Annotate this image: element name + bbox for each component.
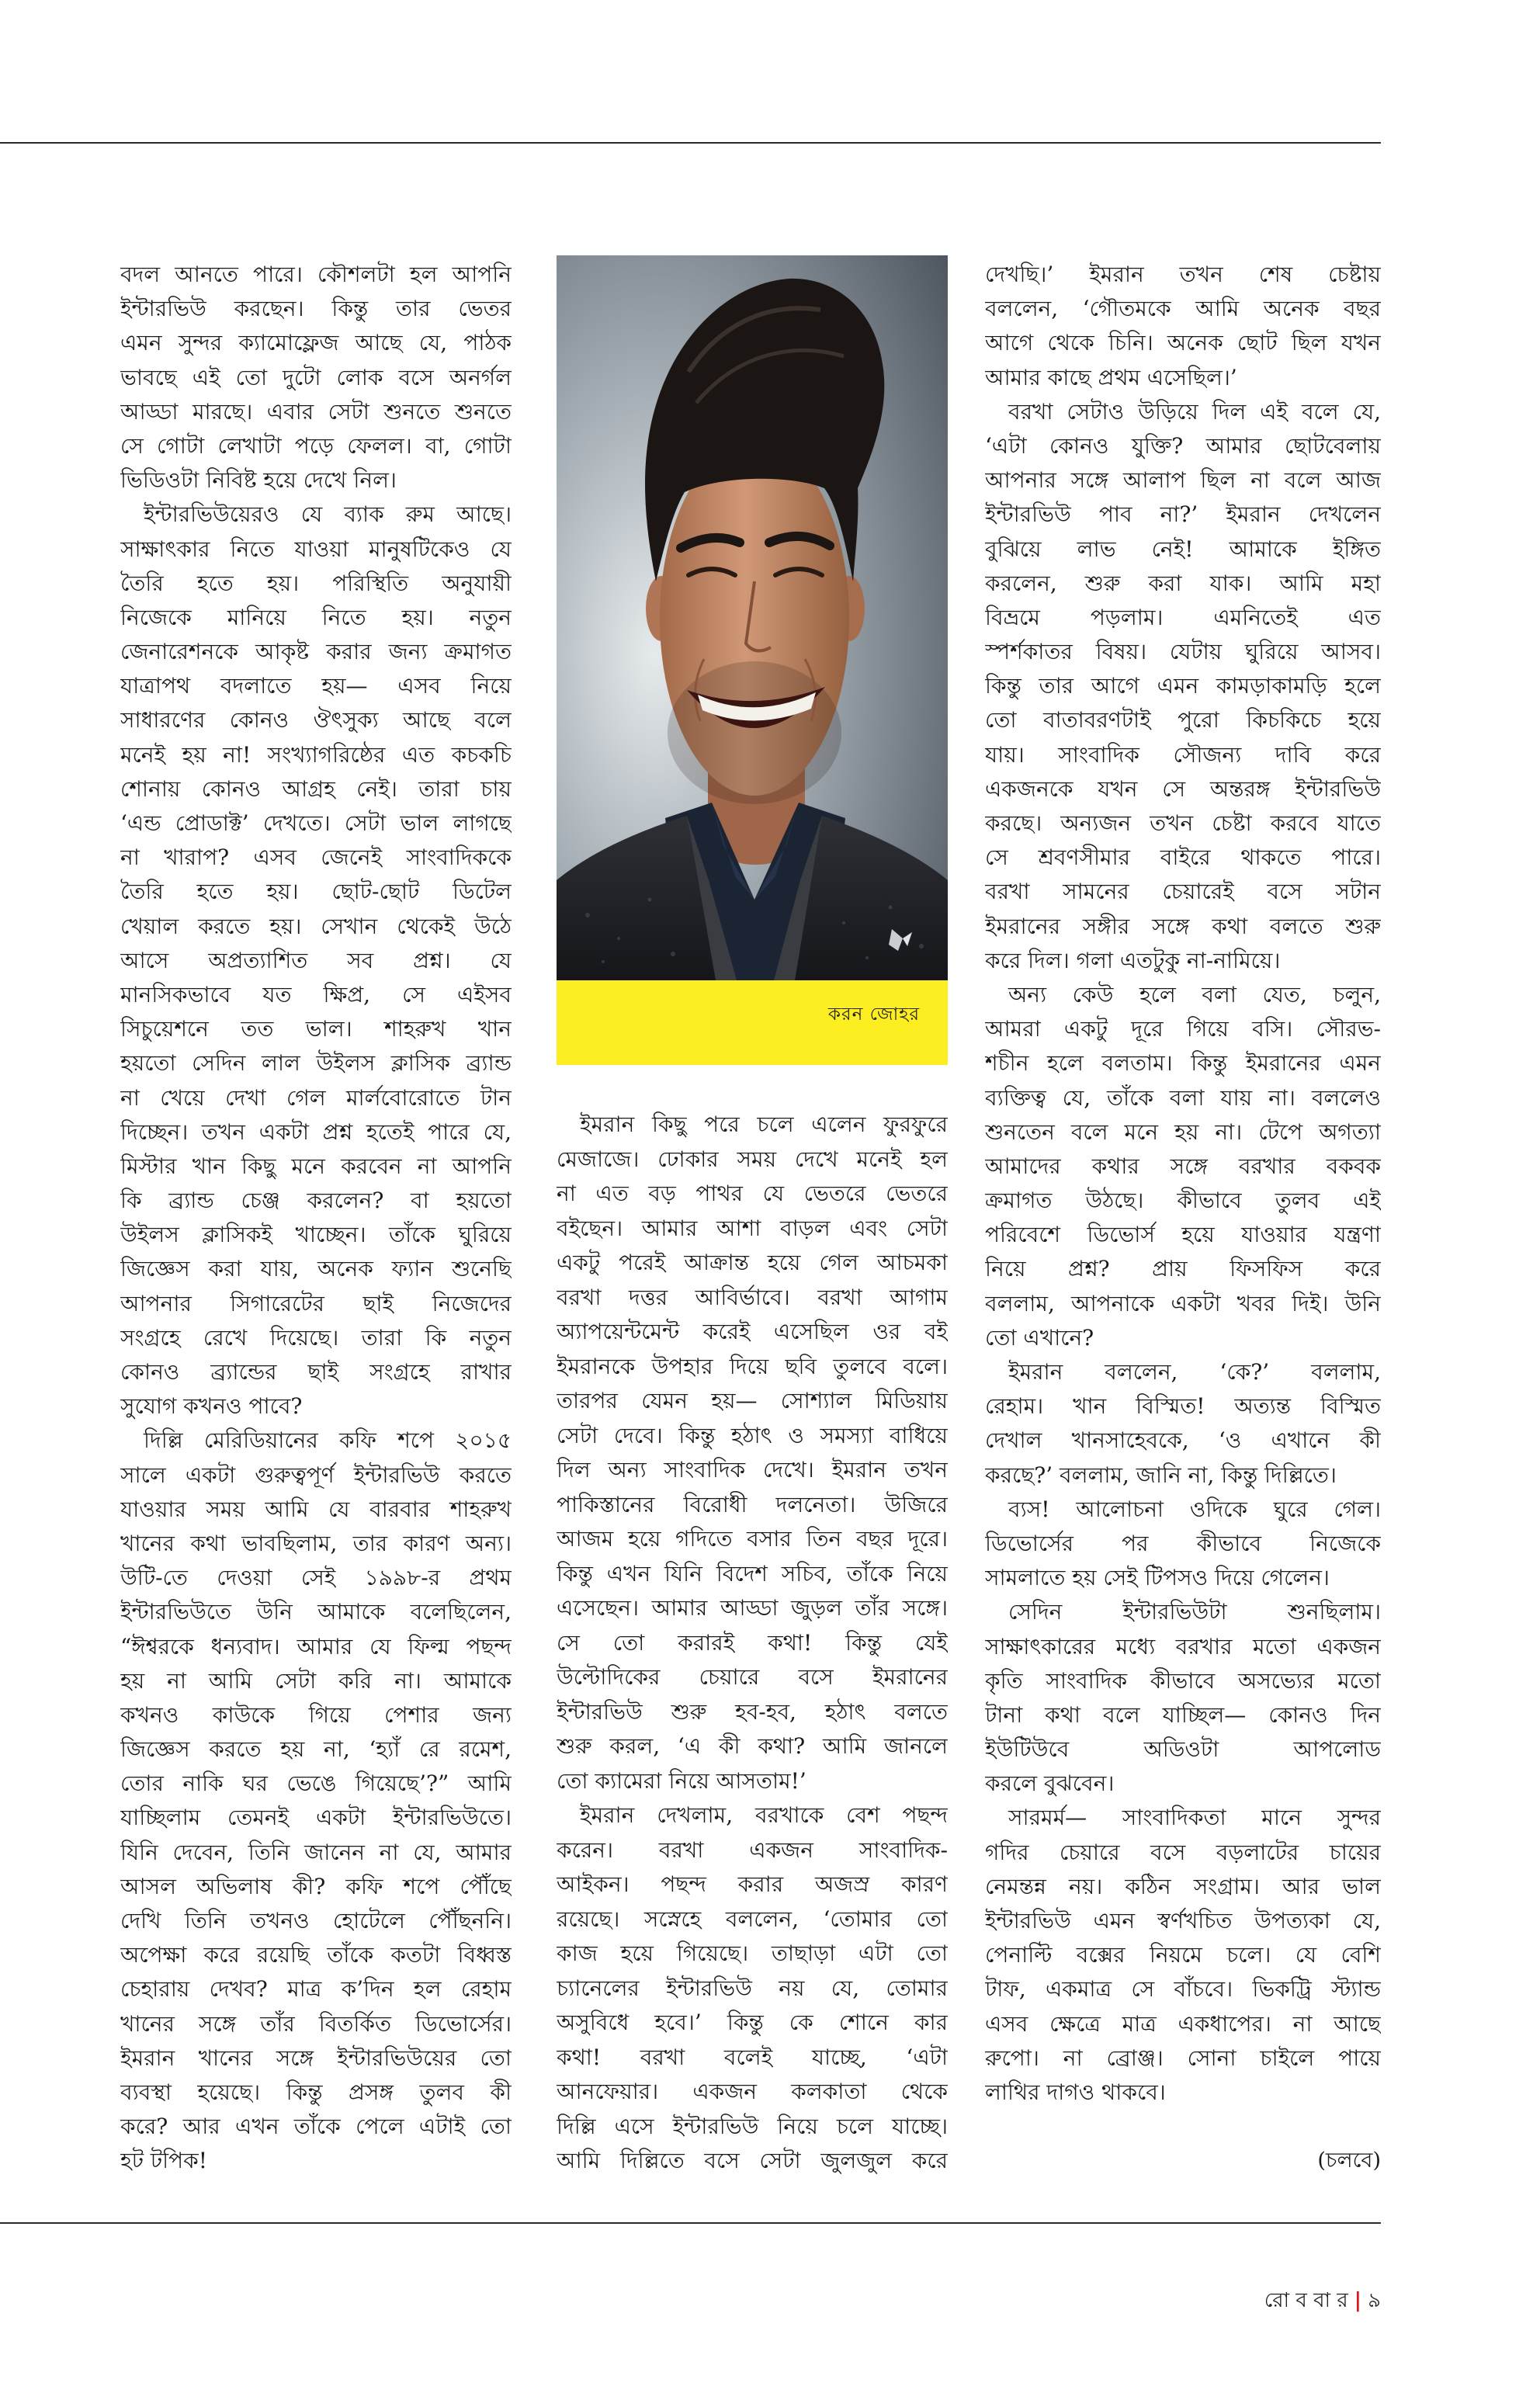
article-line: খানের সঙ্গে তাঁর বিতর্কিত ডিভোর্সের। xyxy=(120,2010,512,2037)
article-line: কিন্তু তার আগে এমন কামড়াকামড়ি হলে xyxy=(985,673,1381,699)
article-line: উইলস ক্লাসিকই খাচ্ছেন। তাঁকে ঘুরিয়ে xyxy=(120,1222,512,1248)
article-line: ‘এন্ড প্রোডাক্ট’ দেখতে। সেটা ভাল লাগছে xyxy=(120,810,512,836)
paragraph xyxy=(985,978,1381,1355)
article-line: করলে বুঝবেন। xyxy=(985,1770,1115,1797)
paragraph xyxy=(985,1493,1381,1596)
article-line: আজম হয়ে গদিতে বসার তিন বছর দূরে। xyxy=(557,1526,948,1552)
article-line: জিজ্ঞেস করতে হয় না, ‘হ্যাঁ রে রমেশ, xyxy=(120,1736,512,1763)
article-line: শচীন হলে বলতাম। কিন্তু ইমরানের এমন xyxy=(985,1050,1381,1077)
article-line: তোর নাকি ঘর ভেঙে গিয়েছে’?” আমি xyxy=(120,1770,512,1797)
paragraph xyxy=(985,258,1381,395)
article-line: যাচ্ছিলাম তেমনই একটা ইন্টারভিউতে। xyxy=(120,1805,512,1831)
article-column-1 xyxy=(120,258,512,2179)
article-line: সে গোটা লেখাটা পড়ে ফেলল। বা, গোটা xyxy=(120,432,512,459)
article-line: নিজেকে মানিয়ে নিতে হয়। নতুন xyxy=(120,604,512,630)
article-line: টাফ, একমাত্র সে বাঁচবে। ভিকট্রি স্ট্যান্ড xyxy=(985,1976,1381,2003)
article-line: মনেই হয় না! সংখ্যাগরিষ্ঠের এত কচকচি xyxy=(120,741,512,768)
article-line: করে? আর এখন তাঁকে পেলে এটাই তো xyxy=(120,2114,512,2140)
article-line: দেখি তিনি তখনও হোটেলে পৌঁছননি। xyxy=(120,1908,512,1933)
article-line: ভাবছে এই তো দুটো লোক বসে অনর্গল xyxy=(120,364,512,390)
article-line: যায়। সাংবাদিক সৌজন্য দাবি করে xyxy=(985,741,1381,768)
article-line: স্পর্শকাতর বিষয়। যেটায় ঘুরিয়ে আসব। xyxy=(985,639,1381,665)
article-line: হয়তো সেদিন লাল উইলস ক্লাসিক ব্র্যান্ড xyxy=(120,1050,512,1077)
article-line: বুঝিয়ে লাভ নেই! আমাকে ইঙ্গিত xyxy=(985,536,1381,562)
article-line: চেহারায় দেখব? মাত্র ক’দিন হল রেহাম xyxy=(120,1976,512,2003)
article-line: রেহাম। খান বিস্মিত! অত্যন্ত বিস্মিত xyxy=(985,1393,1381,1420)
article-line: বললেন, ‘গৌতমকে আমি অনেক বছর xyxy=(985,296,1381,322)
article-line: খানের কথা ভাবছিলাম, তার কারণ অন্য। xyxy=(120,1530,512,1556)
article-line: এসব ক্ষেত্রে মাত্র একধাপের। না আছে xyxy=(985,2010,1381,2037)
article-line: ডিভোর্সের পর কীভাবে নিজেকে xyxy=(985,1530,1381,1556)
article-line: উটি-তে দেওয়া সেই ১৯৯৮-র প্রথম xyxy=(120,1565,512,1591)
photo-caption-band xyxy=(557,980,948,1065)
paragraph xyxy=(985,1595,1381,1801)
article-line: কাজ হয়ে গিয়েছে। তাছাড়া এটা তো xyxy=(557,1940,948,1966)
article-line: সুযোগ কখনও পাবে? xyxy=(120,1393,303,1420)
article-line: করে দিল। গলা এতটুকু না-নামিয়ে। xyxy=(985,947,1281,973)
footer-separator: | xyxy=(1354,2289,1362,2312)
article-line: আড্ডা মারছে। এবার সেটা শুনতে শুনতে xyxy=(120,398,512,425)
article-line: লাথির দাগও থাকবে। xyxy=(985,2079,1166,2105)
article-line: ইমরান দেখলাম, বরখাকে বেশ পছন্দ xyxy=(580,1802,948,1828)
article-line: এমন সুন্দর ক্যামোফ্লেজ আছে যে, পাঠক xyxy=(120,330,512,356)
article-line: কৃতি সাংবাদিক কীভাবে অসভ্যের মতো xyxy=(985,1667,1381,1694)
article-line: ইমরান খানের সঙ্গে ইন্টারভিউয়ের তো xyxy=(120,2044,512,2071)
article-line: আমার কাছে প্রথম এসেছিল।’ xyxy=(985,364,1237,390)
article-line: একজনকে যখন সে অন্তরঙ্গ ইন্টারভিউ xyxy=(985,775,1381,802)
article-line: ইমরান কিছু পরে চলে এলেন ফুরফুরে xyxy=(580,1112,948,1137)
article-line: ইউটিউবে অডিওটা আপলোড xyxy=(985,1736,1381,1763)
article-line: বইছেন। আমার আশা বাড়ল এবং সেটা xyxy=(557,1215,948,1241)
article-line: কি ব্র্যান্ড চেঞ্জ করলেন? বা হয়তো xyxy=(120,1188,512,1214)
article-line: সেটা দেবে। কিন্তু হঠাৎ ও সমস্যা বাধিয়ে xyxy=(557,1422,948,1448)
article-line: তারপর যেমন হয়— সোশ্যাল মিডিয়ায় xyxy=(557,1388,948,1413)
paragraph xyxy=(557,1798,948,2179)
page-number: ৯ xyxy=(1368,2289,1381,2312)
paragraph xyxy=(120,258,512,498)
article-line: পেনাল্টি বক্সের নিয়মে চলে। যে বেশি xyxy=(985,1942,1381,1968)
article-line: সে তো করারই কথা! কিন্তু যেই xyxy=(557,1629,948,1656)
article-line: কখনও কাউকে গিয়ে পেশার জন্য xyxy=(120,1701,512,1728)
paragraph xyxy=(985,395,1381,978)
paragraph xyxy=(120,1424,512,2178)
article-line: ইন্টারভিউ এমন স্বর্ণখচিত উপত্যকা যে, xyxy=(985,1908,1381,1933)
article-line: অন্য কেউ হলে বলা যেত, চলুন, xyxy=(1008,981,1381,1007)
article-line: ‘এটা কোনও যুক্তি? আমার ছোটবেলায় xyxy=(985,432,1381,459)
article-line: রুপো। না ব্রোঞ্জ। সোনা চাইলে পায়ে xyxy=(985,2044,1381,2071)
article-line: ইন্টারভিউয়েরও যে ব্যাক রুম আছে। xyxy=(144,501,512,528)
article-line: যাত্রাপথ বদলাতে হয়— এসব নিয়ে xyxy=(120,673,512,699)
photo-caption: করন জোহর xyxy=(827,1004,920,1025)
article-line: এসেছেন। আমার আড্ডা জুড়ল তাঁর সঙ্গে। xyxy=(557,1595,948,1621)
article-line: তো বাতাবরণটাই পুরো কিচকিচে হয়ে xyxy=(985,707,1381,734)
article-column-2 xyxy=(557,1108,948,2179)
continued-label: (চলবে) xyxy=(1317,2148,1381,2173)
article-line: সে শ্রবণসীমার বাইরে থাকতে পারে। xyxy=(985,844,1381,871)
article-line: বরখা দত্তর আবির্ভাবে। বরখা আগাম xyxy=(557,1284,948,1310)
article-line: অ্যাপয়েন্টমেন্ট করেই এসেছিল ওর বই xyxy=(557,1319,948,1344)
article-line: আনফেয়ার। একজন কলকাতা থেকে xyxy=(557,2079,948,2104)
article-line: ক্রমাগত উঠছে। কীভাবে তুলব এই xyxy=(985,1188,1381,1214)
article-line: কোনও ব্র্যান্ডের ছাই সংগ্রহে রাখার xyxy=(120,1359,512,1385)
article-line: ইমরান বললেন, ‘কে?’ বললাম, xyxy=(1008,1359,1381,1385)
article-line: সালে একটা গুরুত্বপূর্ণ ইন্টারভিউ করতে xyxy=(120,1462,512,1488)
article-line: খেয়াল করতে হয়। সেখান থেকেই উঠে xyxy=(120,913,512,939)
article-line: ইমরানের সঙ্গীর সঙ্গে কথা বলতে শুরু xyxy=(985,913,1381,939)
article-line: জিজ্ঞেস করা যায়, অনেক ফ্যান শুনেছি xyxy=(120,1256,512,1282)
article-line: আমি দিল্লিতে বসে সেটা জুলজুল করে xyxy=(557,2148,948,2173)
article-line: শুনতেন বলে মনে হয় না। টেপে অগত্যা xyxy=(985,1118,1381,1145)
article-line: না এত বড় পাথর যে ভেতরে ভেতরে xyxy=(557,1181,948,1206)
article-line: আসল অভিলাষ কী? কফি শপে পৌঁছে xyxy=(120,1873,512,1899)
article-line: তো এখানে? xyxy=(985,1324,1094,1351)
article-line: চ্যানেলের ইন্টারভিউ নয় যে, তোমার xyxy=(557,1975,948,2001)
article-line: বরখা সেটাও উড়িয়ে দিল এই বলে যে, xyxy=(1008,398,1381,425)
article-line: অপেক্ষা করে রয়েছি তাঁকে কতটা বিধ্বস্ত xyxy=(120,1942,512,1968)
article-line: ইন্টারভিউ পাব না?’ ইমরান দেখলেন xyxy=(985,501,1381,528)
bottom-rule xyxy=(0,2222,1381,2224)
article-line: ব্যক্তিত্ব যে, তাঁকে বলা যায় না। বললেও xyxy=(985,1084,1381,1111)
article-line: তো ক্যামেরা নিয়ে আসতাম!’ xyxy=(557,1767,806,1794)
article-line: পরিবেশে ডিভোর্স হয়ে যাওয়ার যন্ত্রণা xyxy=(985,1222,1381,1248)
article-line: করছে। অন্যজন তখন চেষ্টা করবে যাতে xyxy=(985,810,1381,836)
article-line: না খেয়ে দেখা গেল মার্লবোরোতে টান xyxy=(120,1084,512,1111)
article-line: আপনার সঙ্গে আলাপ ছিল না বলে আজ xyxy=(985,467,1381,494)
article-line: যাওয়ার সময় আমি যে বারবার শাহরুখ xyxy=(120,1496,512,1522)
article-line: কথা! বরখা বলেই যাচ্ছে, ‘এটা xyxy=(557,2044,948,2070)
article-line: আসে অপ্রত্যাশিত সব প্রশ্ন। যে xyxy=(120,947,512,973)
article-line: উল্টোদিকের চেয়ারে বসে ইমরানের xyxy=(557,1664,948,1690)
article-line: বললাম, আপনাকে একটা খবর দিই। উনি xyxy=(985,1290,1381,1316)
article-line: মিস্টার খান কিছু মনে করবেন না আপনি xyxy=(120,1153,512,1179)
article-line: “ঈশ্বরকে ধন্যবাদ। আমার যে ফিল্ম পছন্দ xyxy=(120,1633,512,1659)
article-line: ইমরানকে উপহার দিয়ে ছবি তুলবে বলে। xyxy=(557,1353,948,1379)
article-line: হয় না আমি সেটা করি না। আমাকে xyxy=(120,1667,512,1694)
article-line: আমরা একটু দূরে গিয়ে বসি। সৌরভ- xyxy=(985,1016,1381,1042)
article-line: টানা কথা বলে যাচ্ছিল— কোনও দিন xyxy=(985,1701,1381,1728)
article-line: ইন্টারভিউ করছেন। কিন্তু তার ভেতর xyxy=(120,296,512,322)
article-line: বিভ্রমে পড়লাম। এমনিতেই এত xyxy=(985,604,1381,630)
article-line: একটু পরেই আক্রান্ত হয়ে গেল আচমকা xyxy=(557,1250,948,1275)
article-line: ব্যস! আলোচনা ওদিকে ঘুরে গেল। xyxy=(1008,1496,1381,1522)
article-line: দিল্লি মেরিডিয়ানের কফি শপে ২০১৫ xyxy=(144,1427,512,1454)
article-line: পাকিস্তানের বিরোধী দলনেতা। উজিরে xyxy=(557,1491,948,1517)
article-line: আইকন। পছন্দ করার অজস্র কারণ xyxy=(557,1871,948,1897)
article-line: ভিডিওটা নিবিষ্ট হয়ে দেখে নিল। xyxy=(120,467,397,494)
article-line: কিন্তু এখন যিনি বিদেশ সচিব, তাঁকে নিয়ে xyxy=(557,1560,948,1587)
article-line: সামলাতে হয় সেই টিপসও দিয়ে গেলেন। xyxy=(985,1565,1330,1591)
article-line: করেন। বরখা একজন সাংবাদিক- xyxy=(557,1836,948,1863)
article-line: জেনারেশনকে আকৃষ্ট করার জন্য ক্রমাগত xyxy=(120,639,512,665)
article-line: সিচুয়েশনে তত ভাল। শাহরুখ খান xyxy=(120,1016,512,1042)
portrait-photo xyxy=(557,255,948,980)
article-line: যিনি দেবেন, তিনি জানেন না যে, আমার xyxy=(120,1839,512,1865)
article-line: নিয়ে প্রশ্ন? প্রায় ফিসফিস করে xyxy=(985,1256,1381,1282)
article-line: মানসিকভাবে যত ক্ষিপ্র, সে এইসব xyxy=(120,981,512,1007)
article-line: দিল অন্য সাংবাদিক দেখে। ইমরান তখন xyxy=(557,1457,948,1483)
article-line: আমাদের কথার সঙ্গে বরখার বকবক xyxy=(985,1153,1381,1179)
article-line: ইন্টারভিউ শুরু হব-হব, হঠাৎ বলতে xyxy=(557,1698,948,1725)
article-line: সাক্ষাৎকার নিতে যাওয়া মানুষটিকেও যে xyxy=(120,536,512,562)
footer-magazine-name: রো ব বা র xyxy=(1264,2289,1348,2312)
article-line: নেমন্তন্ন নয়। কঠিন সংগ্রাম। আর ভাল xyxy=(985,1873,1381,1899)
article-line: আগে থেকে চিনি। অনেক ছোট ছিল যখন xyxy=(985,330,1381,356)
paragraph xyxy=(120,498,512,1424)
article-line: করছে?’ বললাম, জানি না, কিন্তু দিল্লিতে। xyxy=(985,1462,1337,1488)
article-line: সাক্ষাৎকারের মধ্যে বরখার মতো একজন xyxy=(985,1633,1381,1659)
article-line: সংগ্রহে রেখে দিয়েছে। তারা কি নতুন xyxy=(120,1324,512,1351)
article-line: দেখছি।’ ইমরান তখন শেষ চেষ্টায় xyxy=(985,262,1381,287)
article-line: না খারাপ? এসব জেনেই সাংবাদিককে xyxy=(120,844,512,871)
article-line: দিল্লি এসে ইন্টারভিউ নিয়ে চলে যাচ্ছে। xyxy=(557,2113,948,2139)
article-line: ব্যবস্থা হয়েছে। কিন্তু প্রসঙ্গ তুলব কী xyxy=(120,2079,512,2105)
article-line: শোনায় কোনও আগ্রহ নেই। তারা চায় xyxy=(120,775,512,802)
article-line: সেদিন ইন্টারভিউটা শুনছিলাম। xyxy=(1008,1599,1381,1625)
article-line: দিচ্ছেন। তখন একটা প্রশ্ন হতেই পারে যে, xyxy=(120,1118,512,1145)
article-line: সারমর্ম— সাংবাদিকতা মানে সুন্দর xyxy=(1008,1805,1381,1831)
paragraph xyxy=(985,1355,1381,1493)
article-line: ইন্টারভিউতে উনি আমাকে বলেছিলেন, xyxy=(120,1599,512,1625)
article-line: তৈরি হতে হয়। ছোট-ছোট ডিটেল xyxy=(120,879,512,905)
article-line: গদির চেয়ারে বসে বড়লাটের চায়ের xyxy=(985,1839,1381,1865)
article-line: বরখা সামনের চেয়ারেই বসে সটান xyxy=(985,879,1381,905)
article-line: তৈরি হতে হয়। পরিস্থিতি অনুযায়ী xyxy=(120,570,512,596)
article-line: দেখাল খানসাহেবকে, ‘ও এখানে কী xyxy=(985,1427,1381,1454)
top-rule xyxy=(0,142,1381,144)
article-column-3 xyxy=(985,258,1381,2110)
article-line: হট টপিক! xyxy=(120,2148,207,2174)
article-line: শুরু করল, ‘এ কী কথা? আমি জানলে xyxy=(557,1733,948,1759)
article-line: সাধারণের কোনও ঔৎসুক্য আছে বলে xyxy=(120,707,512,734)
footer xyxy=(1264,2284,1381,2318)
paragraph xyxy=(557,1108,948,1798)
article-line: করলেন, শুরু করা যাক। আমি মহা xyxy=(985,570,1381,596)
portrait-image xyxy=(557,255,948,980)
article-line: আপনার সিগারেটের ছাই নিজেদের xyxy=(120,1290,512,1316)
article-line: রয়েছে। সস্নেহে বললেন, ‘তোমার তো xyxy=(557,1906,948,1932)
article-line: মেজাজে। ঢোকার সময় দেখে মনেই হল xyxy=(557,1146,948,1172)
paragraph xyxy=(985,1801,1381,2110)
article-line: বদল আনতে পারে। কৌশলটা হল আপনি xyxy=(120,262,512,287)
article-line: অসুবিধে হবে।’ কিন্তু কে শোনে কার xyxy=(557,2010,948,2035)
